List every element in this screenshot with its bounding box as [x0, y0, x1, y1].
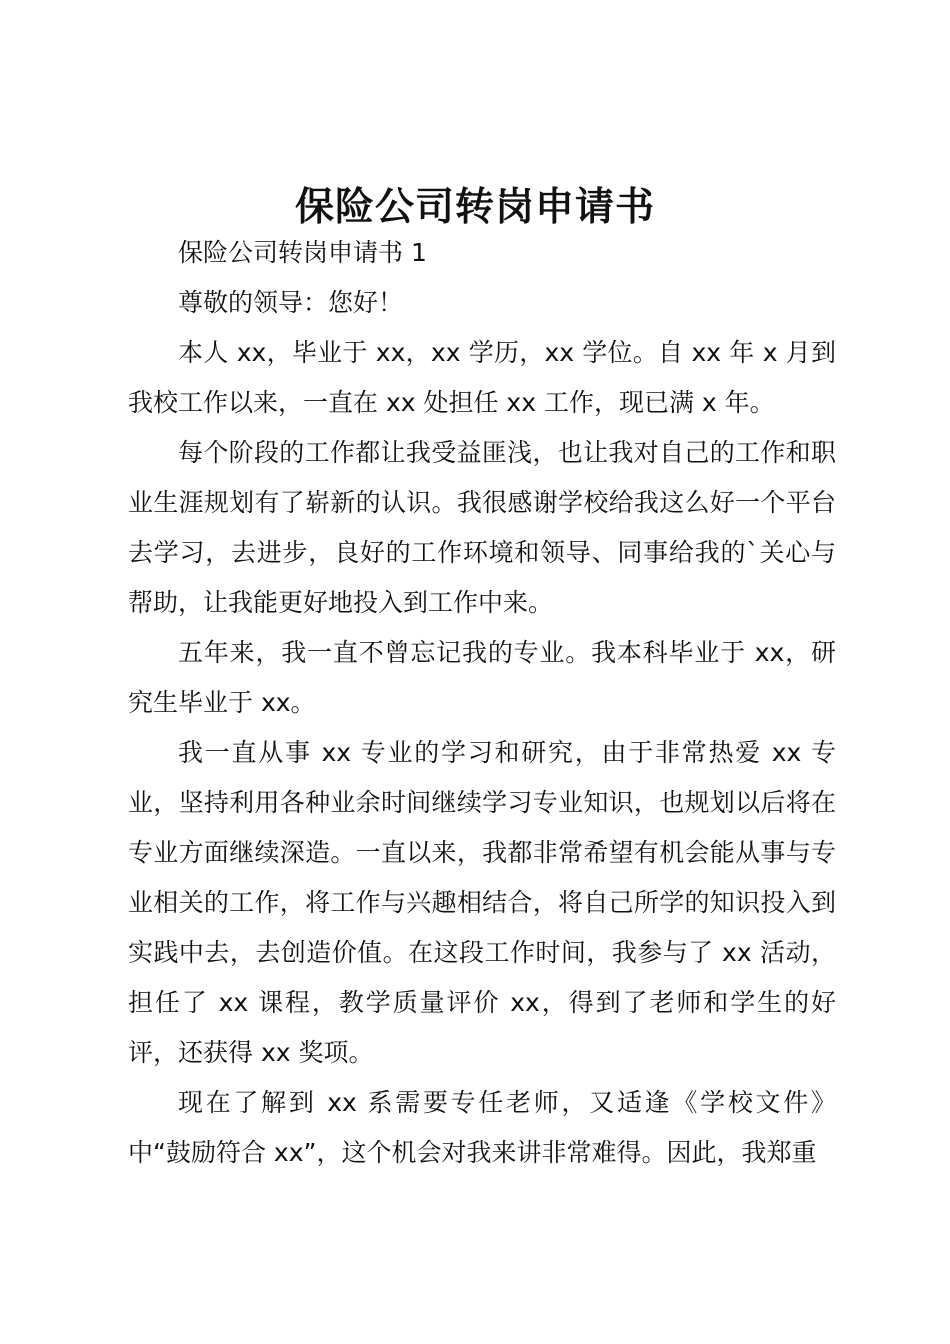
paragraph-intro: 本人 xx，毕业于 xx，xx 学历，xx 学位。自 xx 年 x 月到我校工作以来，一直在 xx 处担任 xx 工作，现已满 x 年。: [128, 338, 836, 417]
document-title: 保险公司转岗申请书: [294, 185, 655, 230]
salutation: 尊敬的领导：您好！: [178, 288, 404, 317]
paragraph-experience: 我一直从事 xx 专业的学习和研究，由于非常热爱 xx 专业，坚持利用各种业余时间继续学习专业知识，也规划以后将在专业方面继续深造。一直以来，我都非常希望有机会能从事与专业相关的工作，将工作与兴趣相结合，将自己所学的知识投入到实践中去，去创造价值。在这段工作时间，我参与了 xx 活动，担任了 xx 课程，教学质量评价 xx，得到了老师和学生的好评，还获得 xx 奖项。: [128, 738, 836, 1067]
subtitle-line: 保险公司转岗申请书 1: [178, 238, 427, 267]
paragraph-major: 五年来，我一直不曾忘记我的专业。我本科毕业于 xx，研究生毕业于 xx。: [128, 638, 836, 717]
document-body: [128, 228, 836, 1178]
paragraph-request: 现在了解到 xx 系需要专任老师，又适逢《学校文件》中“鼓励符合 xx”，这个机会对我来讲非常难得。因此，我郑重: [128, 1088, 836, 1167]
paragraph-gratitude: 每个阶段的工作都让我受益匪浅，也让我对自己的工作和职业生涯规划有了崭新的认识。我很感谢学校给我这么好一个平台去学习，去进步，良好的工作环境和领导、同事给我的`关心与帮助，让我能更好地投入到工作中来。: [128, 438, 836, 617]
